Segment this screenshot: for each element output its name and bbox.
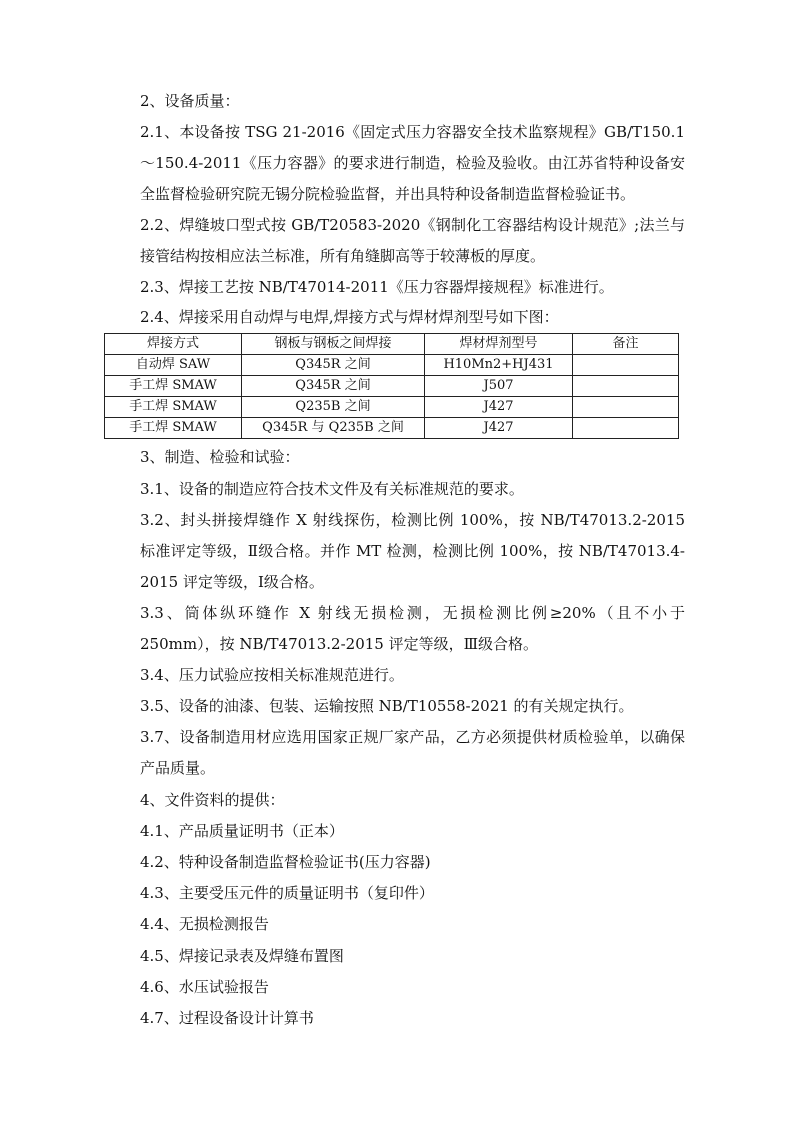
- table-cell: Q345R 与 Q235B 之间: [242, 418, 425, 439]
- table-cell: [573, 397, 679, 418]
- table-cell: 手工焊 SMAW: [105, 376, 242, 397]
- list-item: 4.2、特种设备制造监督检验证书(压力容器): [140, 853, 431, 871]
- table-cell: J507: [425, 376, 573, 397]
- paragraph-2-2: 2.2、焊缝坡口型式按 GB/T20583-2020《钢制化工容器结构设计规范》;法兰与接管结构按相应法兰标准，所有角缝脚高等于较薄板的厚度。: [140, 216, 685, 265]
- list-item: 4.5、焊接记录表及焊缝布置图: [140, 947, 344, 965]
- list-item: 4.4、无损检测报告: [140, 915, 269, 933]
- header-weld-method: 焊接方式: [105, 334, 242, 355]
- paragraph-2-1: 2.1、本设备按 TSG 21-2016《固定式压力容器安全技术监察规程》GB/T150.1～150.4-2011《压力容器》的要求进行制造，检验及验收。由江苏省特种设备安全监督检验研究院无锡分院检验监督，并出具特种设备制造监督检验证书。: [140, 123, 685, 203]
- table-cell: 自动焊 SAW: [105, 355, 242, 376]
- weld-table: [104, 333, 679, 439]
- paragraph-3-5: 3.5、设备的油漆、包装、运输按照 NB/T10558-2021 的有关规定执行。: [140, 697, 634, 715]
- table-cell: Q345R 之间: [242, 355, 425, 376]
- list-item: 4.3、主要受压元件的质量证明书（复印件）: [140, 884, 434, 902]
- table-row: [105, 376, 679, 397]
- table-cell: [573, 355, 679, 376]
- section-2-heading: 2、设备质量：: [140, 92, 240, 110]
- list-item: 4.1、产品质量证明书（正本）: [140, 822, 344, 840]
- table-cell: H10Mn2+HJ431: [425, 355, 573, 376]
- header-plate-welding: 钢板与钢板之间焊接: [242, 334, 425, 355]
- table-cell: [573, 418, 679, 439]
- table-cell: J427: [425, 397, 573, 418]
- table-row: [105, 418, 679, 439]
- header-filler-flux: 焊材焊剂型号: [425, 334, 573, 355]
- paragraph-3-4: 3.4、压力试验应按相关标准规范进行。: [140, 666, 404, 684]
- paragraph-3-1: 3.1、设备的制造应符合技术文件及有关标准规范的要求。: [140, 480, 524, 498]
- paragraph-2-4: 2.4、焊接采用自动焊与电焊,焊接方式与焊材焊剂型号如下图：: [140, 308, 559, 326]
- paragraph-3-3: 3.3、筒体纵环缝作 X 射线无损检测，无损检测比例≥20%（且不小于 250mm），按 NB/T47013.2-2015 评定等级，Ⅲ级合格。: [140, 604, 685, 653]
- section-4-heading: 4、文件资料的提供：: [140, 791, 285, 809]
- list-item: 4.6、水压试验报告: [140, 978, 269, 996]
- section-3-heading: 3、制造、检验和试验：: [140, 448, 300, 466]
- paragraph-3-2: 3.2、封头拼接焊缝作 X 射线探伤，检测比例 100%，按 NB/T47013.2-2015 标准评定等级，Ⅱ级合格。并作 MT 检测，检测比例 100%，按 NB/T47013.4-2015 评定等级，Ⅰ级合格。: [140, 511, 685, 591]
- table-cell: 手工焊 SMAW: [105, 397, 242, 418]
- table-cell: Q345R 之间: [242, 376, 425, 397]
- paragraph-3-7: 3.7、设备制造用材应选用国家正规厂家产品，乙方必须提供材质检验单，以确保产品质量。: [140, 728, 685, 777]
- paragraph-2-3: 2.3、焊接工艺按 NB/T47014-2011《压力容器焊接规程》标准进行。: [140, 278, 614, 296]
- table-cell: J427: [425, 418, 573, 439]
- weld-table-header-row: [105, 334, 679, 355]
- table-cell: [573, 376, 679, 397]
- table-row: [105, 397, 679, 418]
- table-row: [105, 355, 679, 376]
- table-cell: 手工焊 SMAW: [105, 418, 242, 439]
- header-remarks: 备注: [573, 334, 679, 355]
- list-item: 4.7、过程设备设计计算书: [140, 1009, 314, 1027]
- table-cell: Q235B 之间: [242, 397, 425, 418]
